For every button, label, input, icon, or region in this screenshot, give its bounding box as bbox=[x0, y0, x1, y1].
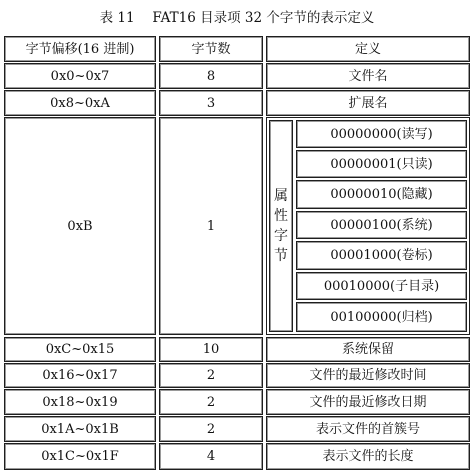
row-offset: 0x16~0x17 bbox=[4, 363, 156, 388]
row-bytes: 8 bbox=[159, 63, 263, 89]
attribute-value: 00000001(只读) bbox=[296, 150, 467, 178]
header-offset: 字节偏移(16 进制) bbox=[4, 36, 156, 62]
row-definition: 系统保留 bbox=[266, 337, 470, 362]
attribute-label bbox=[269, 120, 293, 332]
row-offset: 0x1A~0x1B bbox=[4, 416, 156, 442]
row-bytes: 10 bbox=[159, 337, 263, 362]
header-bytes: 字节数 bbox=[159, 36, 263, 62]
row-definition: 表示文件的长度 bbox=[266, 443, 470, 470]
attribute-label-char: 字 bbox=[274, 228, 288, 244]
row-definition: 文件的最近修改日期 bbox=[266, 389, 470, 415]
row-definition: 表示文件的首簇号 bbox=[266, 416, 470, 442]
attribute-label-char: 性 bbox=[274, 208, 288, 224]
row-offset: 0x8~0xA bbox=[4, 90, 156, 116]
attribute-bytes: 1 bbox=[159, 117, 263, 335]
attribute-label-char: 节 bbox=[274, 248, 288, 264]
row-offset: 0x0~0x7 bbox=[4, 63, 156, 89]
attribute-value: 00000010(隐藏) bbox=[296, 180, 467, 209]
attribute-value: 00000000(读写) bbox=[296, 120, 467, 148]
row-offset: 0x18~0x19 bbox=[4, 389, 156, 415]
table-title: 表 11 FAT16 目录项 32 个字节的表示定义 bbox=[4, 4, 470, 34]
row-bytes: 4 bbox=[159, 443, 263, 470]
row-offset: 0x1C~0x1F bbox=[4, 443, 156, 470]
row-bytes: 2 bbox=[159, 416, 263, 442]
attribute-label-char: 属 bbox=[274, 188, 288, 204]
row-bytes: 3 bbox=[159, 90, 263, 116]
row-bytes: 2 bbox=[159, 363, 263, 388]
attribute-offset: 0xB bbox=[4, 117, 156, 335]
row-offset: 0xC~0x15 bbox=[4, 337, 156, 362]
attribute-value: 00100000(归档) bbox=[296, 302, 467, 332]
row-definition: 扩展名 bbox=[266, 90, 470, 116]
attribute-value: 00010000(子目录) bbox=[296, 272, 467, 300]
row-definition: 文件的最近修改时间 bbox=[266, 363, 470, 388]
attribute-value: 00000100(系统) bbox=[296, 211, 467, 239]
attribute-value: 00001000(卷标) bbox=[296, 241, 467, 270]
row-bytes: 2 bbox=[159, 389, 263, 415]
header-definition: 定义 bbox=[266, 36, 470, 62]
row-definition: 文件名 bbox=[266, 63, 470, 89]
